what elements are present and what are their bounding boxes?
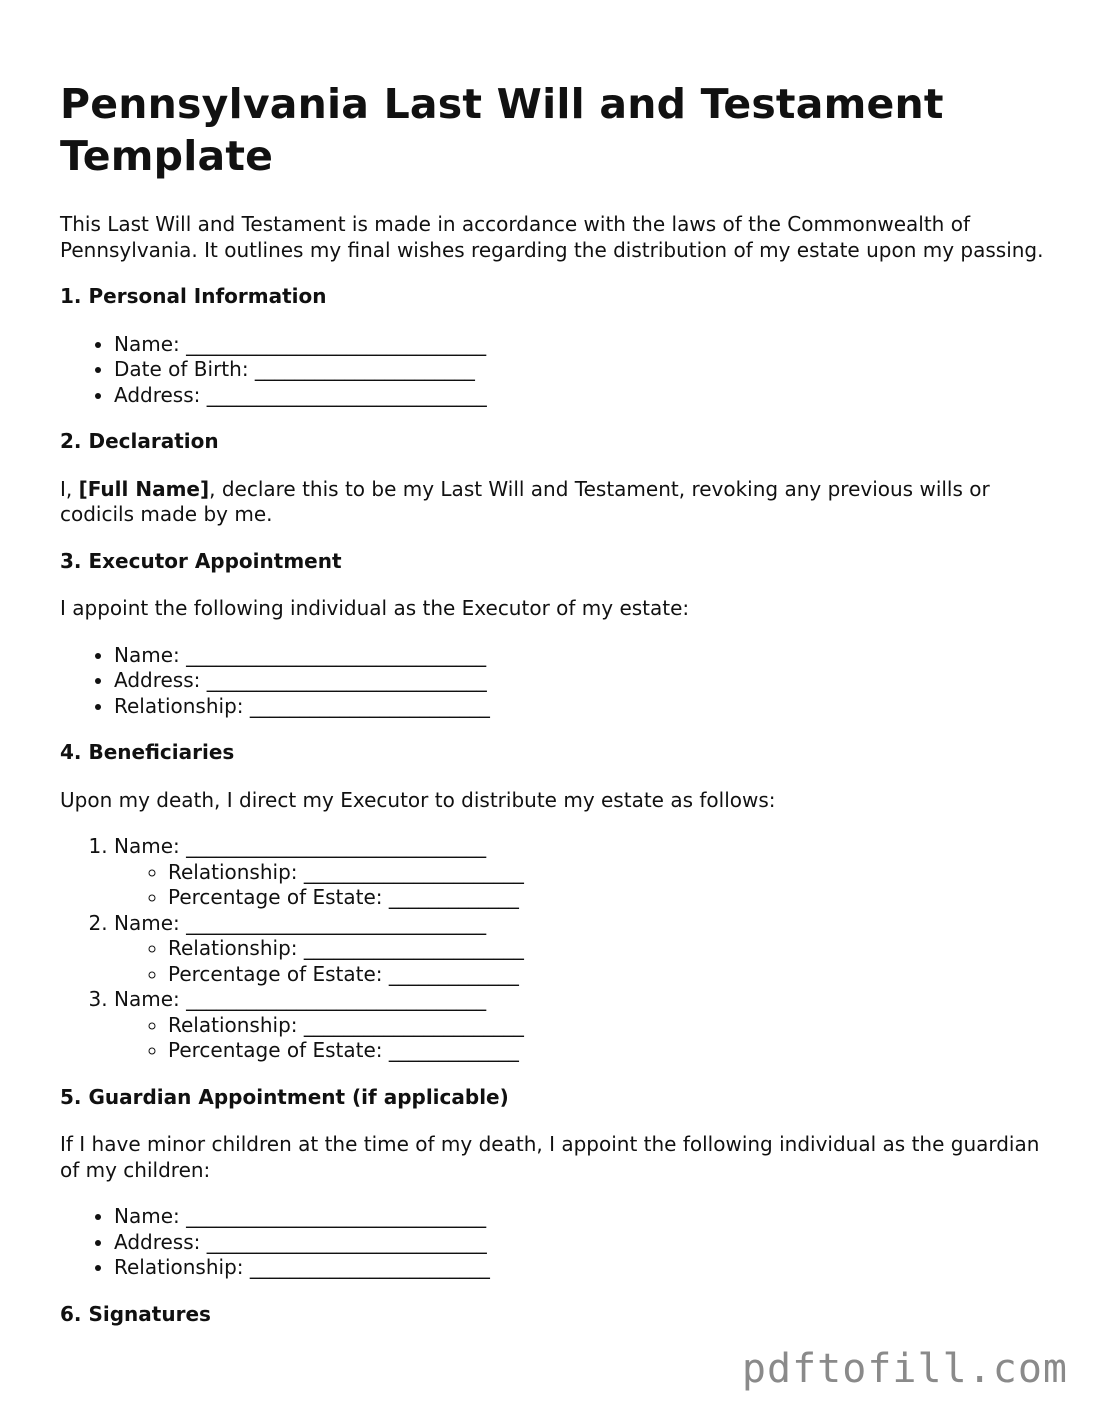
beneficiaries-list [60,834,1050,1064]
guardian-name-field[interactable]: • Name: ______________________________ [114,1204,1050,1230]
beneficiary-name-field[interactable]: Name: ______________________________ [114,910,487,935]
executor-paragraph: I appoint the following individual as the Executor of my estate: [60,596,690,620]
beneficiaries-paragraph: Upon my death, I direct my Executor to distribute my estate as follows: [60,787,776,812]
signatures-heading: 6. Signatures [60,1301,211,1326]
guardian-paragraph: If I have minor children at the time of my death, I appoint the following individual as the guardian of my children: [60,1132,1040,1182]
beneficiary-percentage-field[interactable]: ◦ Percentage of Estate: _____________ [168,962,1050,988]
guardian-heading: 5. Guardian Appointment (if applicable) [60,1084,509,1109]
executor-heading: 3. Executor Appointment [60,548,342,573]
watermark-logo: pdftofill.com [741,1346,1068,1392]
guardian-relationship-field[interactable]: • Relationship: ________________________ [114,1255,1050,1281]
beneficiary-relationship-field[interactable]: ◦ Relationship: ______________________ [168,936,1050,962]
personal-name-field[interactable]: • Name: ______________________________ [114,332,1050,358]
beneficiary-percentage-field[interactable]: ◦ Percentage of Estate: _____________ [168,885,1050,911]
beneficiary-details [114,936,1050,987]
guardian-list [60,1204,1050,1281]
executor-name-field[interactable]: • Name: ______________________________ [114,643,1050,669]
declaration-prefix: I, [60,476,79,501]
executor-relationship-field[interactable]: • Relationship: ________________________ [114,694,1050,720]
beneficiary-relationship-field[interactable]: ◦ Relationship: ______________________ [168,1013,1050,1039]
intro-paragraph: This Last Will and Testament is made in accordance with the laws of the Commonwealth of Pennsylvania. It outlines my final wishes regarding the distribution of my estate upon my passing. [60,212,1044,262]
beneficiary-item [114,911,1050,988]
beneficiary-details [114,860,1050,911]
beneficiary-name-field[interactable]: Name: ______________________________ [114,834,487,858]
declaration-suffix: , declare this to be my Last Will and Testament, revoking any previous wills or codicils made by me. [60,476,990,526]
beneficiary-relationship-field[interactable]: ◦ Relationship: ______________________ [168,860,1050,886]
personal-dob-field[interactable]: • Date of Birth: ______________________ [114,357,1050,383]
personal-information-list [60,332,1050,409]
personal-information-heading: 1. Personal Information [60,284,327,308]
page-title: Pennsylvania Last Will and Testament Template [60,80,944,180]
personal-address-field[interactable]: • Address: ____________________________ [114,383,1050,409]
document-page [60,78,1050,1349]
beneficiary-item [114,987,1050,1064]
declaration-heading: 2. Declaration [60,429,219,453]
declaration-paragraph [60,477,1050,528]
full-name-placeholder[interactable]: [Full Name] [78,476,210,501]
beneficiary-item [114,834,1050,911]
beneficiary-percentage-field[interactable]: ◦ Percentage of Estate: _____________ [168,1038,1050,1064]
executor-list [60,643,1050,720]
beneficiary-details [114,1013,1050,1064]
beneficiaries-heading: 4. Beneficiaries [60,740,235,764]
guardian-address-field[interactable]: • Address: ____________________________ [114,1230,1050,1256]
beneficiary-name-field[interactable]: Name: ______________________________ [114,987,487,1011]
executor-address-field[interactable]: • Address: ____________________________ [114,668,1050,694]
